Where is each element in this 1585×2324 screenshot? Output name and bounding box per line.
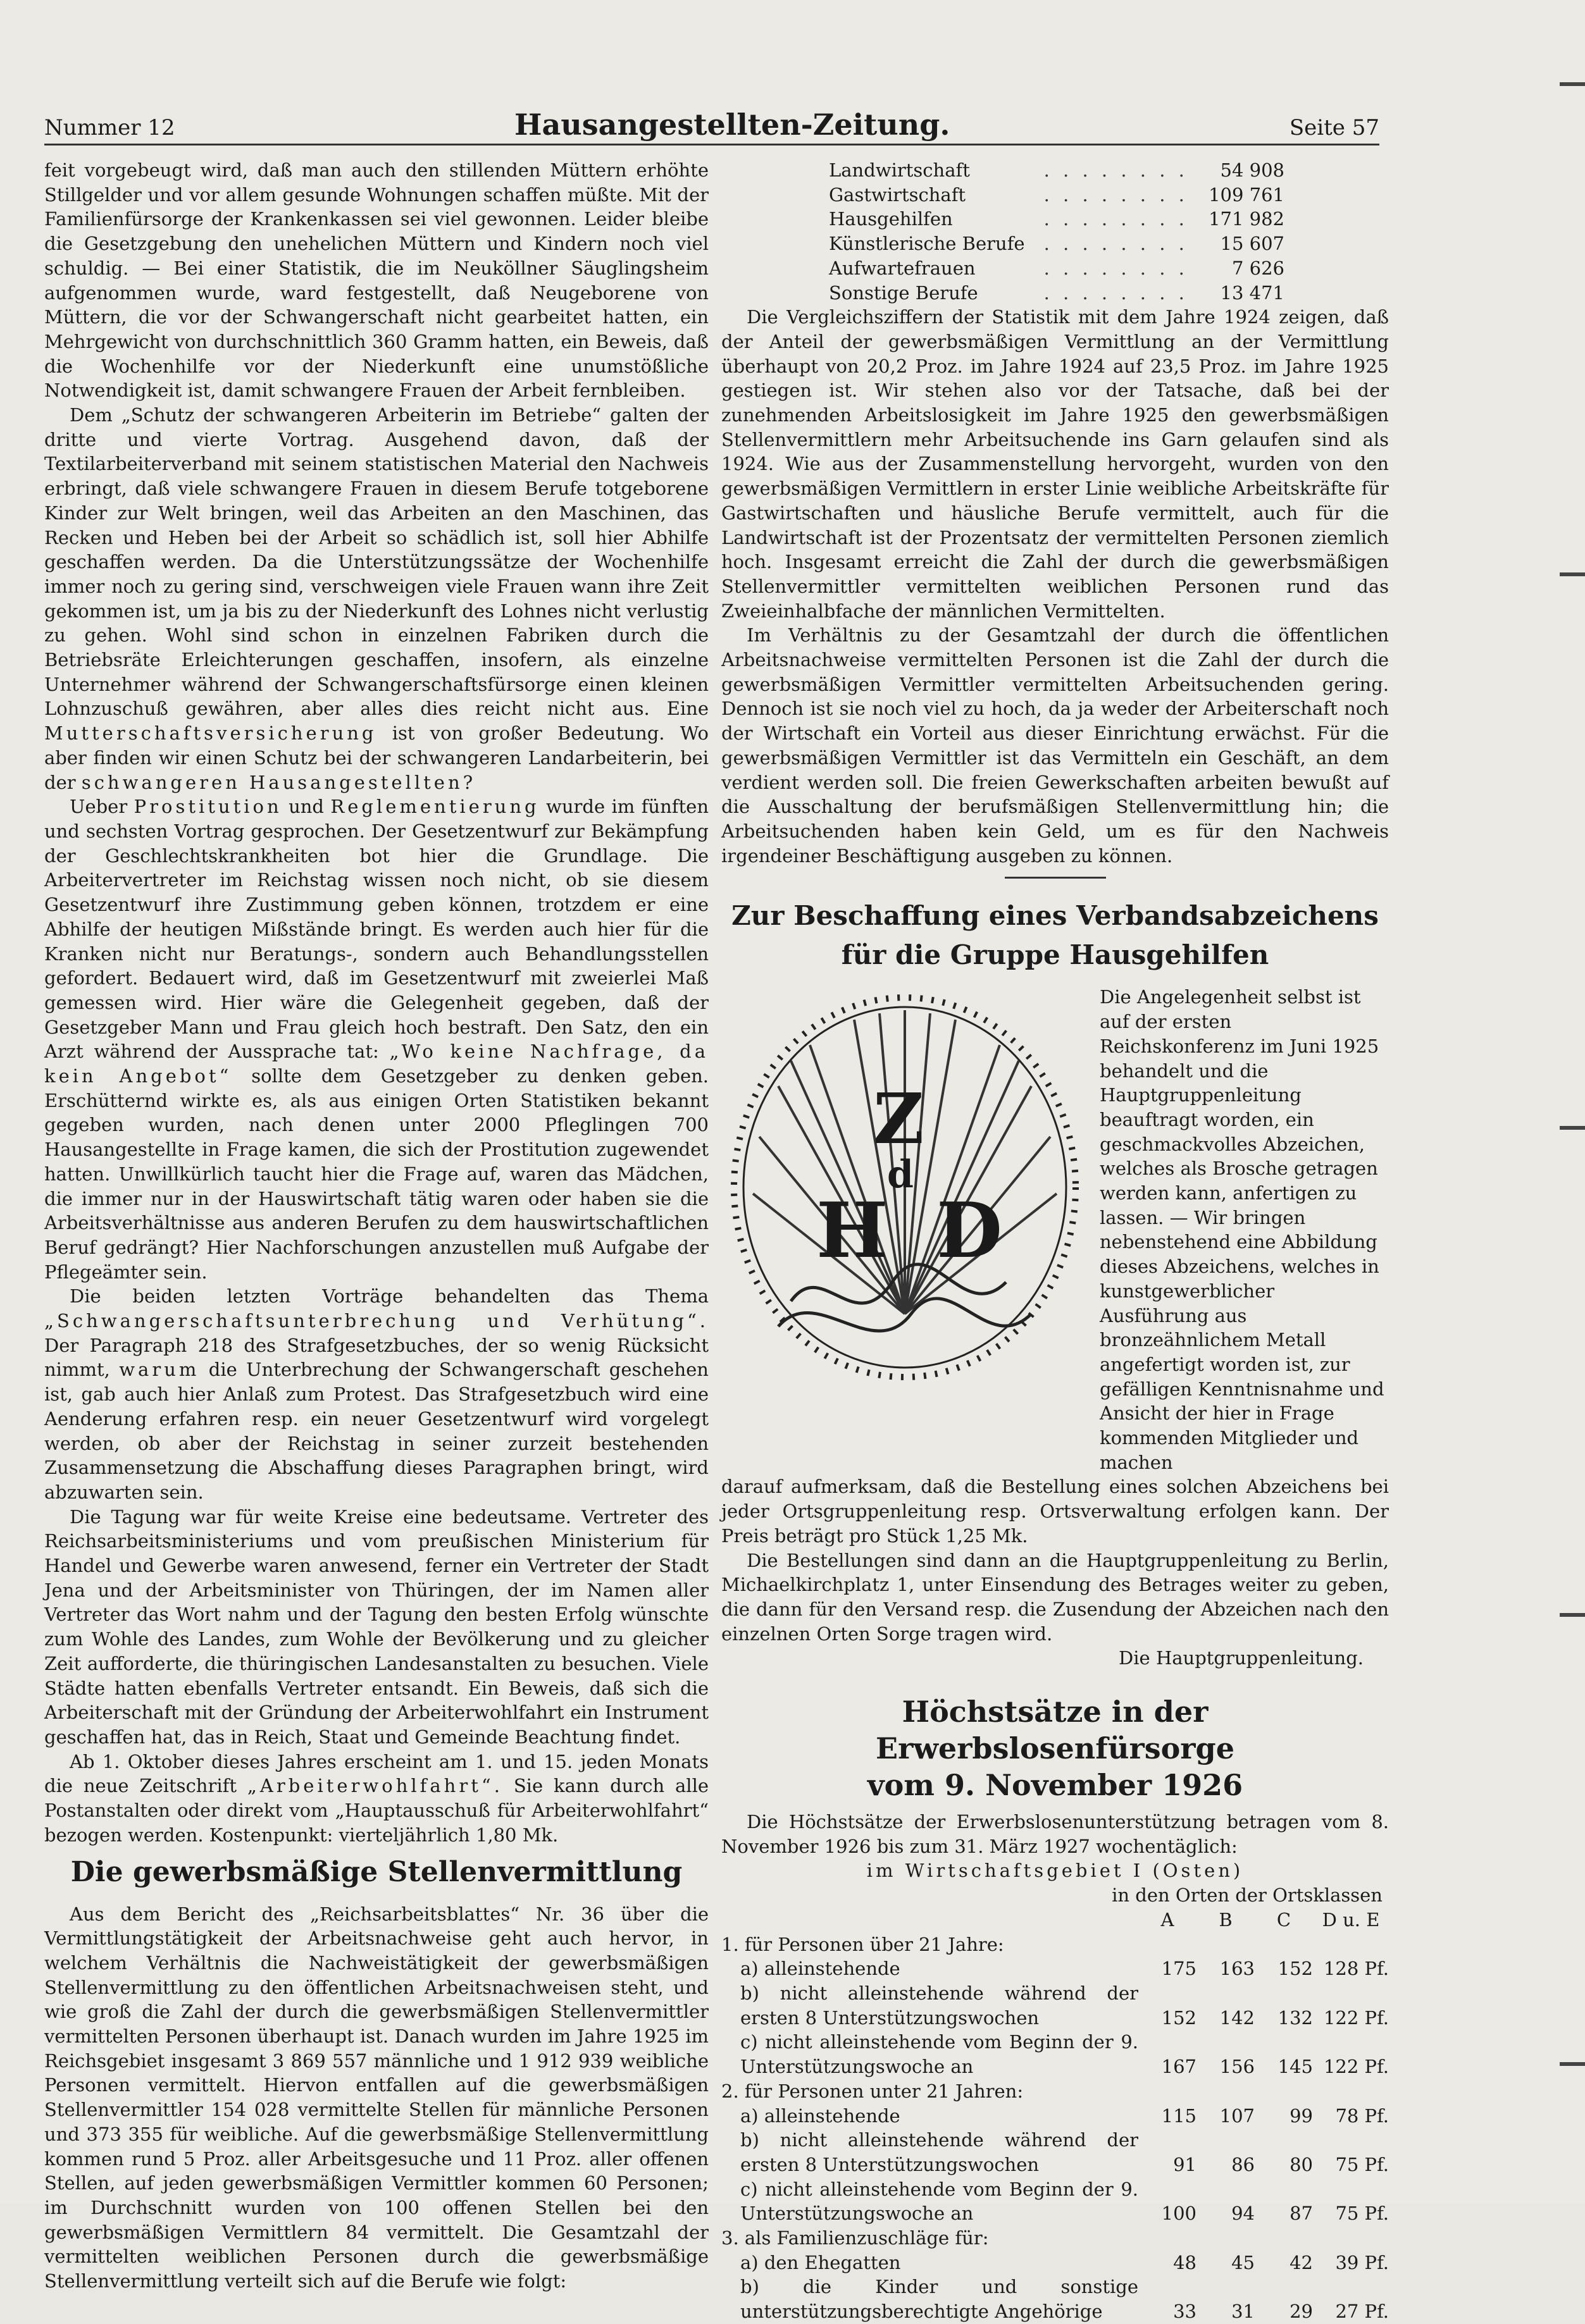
badge-block <box>721 985 1389 1474</box>
stats-row <box>829 232 1284 256</box>
leader-dots: . . . . . . . . <box>1043 208 1188 230</box>
paragraph: Dem „Schutz der schwangeren Arbeiterin im Betriebe“ galten der dritte und vierte Vortrag. Ausgehend davon, daß der Textilarbeiterverband mit seinem statistischen Material den Nachweis erbringt, daß viele schwangere Frauen in diesem Berufe totgeborene Kinder zur Welt bringen, weil das Arbeiten an den Maschinen, das Recken und Heben bei der Arbeit so schädlich ist, soll hier Abhilfe geschaffen werden. Da die Unterstützungssätze der Wochenhilfe immer noch zu gering sind, verschweigen viele Frauen wann ihre Zeit gekommen ist, um ja bis zu der Niederkunft des Lohnes nicht verlustig zu gehen. Wohl sind schon in einzelnen Fabriken durch die Betriebsräte Erleichterungen geschaffen, insofern, als einzelne Unternehmer während der Schwangerschaftsfürsorge einen kleinen Lohnzuschuß gewähren, aber alles dies reicht nicht aus. Eine Mutterschaftsversicherung ist von großer Bedeutung. Wo aber finden wir einen Schutz bei der schwangeren Landarbeiterin, bei der schwangeren Hausangestellten? <box>44 404 709 793</box>
paragraph: Ueber Prostitution und Reglementierung wurde im fünften und sechsten Vortrag gesprochen. Der Gesetzentwurf zur Bekämpfung der Geschlechtskrankheiten bot hier die Grundlage. Die Arbeitervertreter im Reichstag wissen noch nicht, ob sie diesem Gesetzentwurf ihre Zustimmung geben können, trotzdem er eine Abhilfe der heutigen Mißstände bringt. Es werden auch hier für die Kranken nicht nur Beratungs-, sondern auch Behandlungsstellen gefordert. Bedauert wird, daß im Gesetzentwurf mit zweierlei Maß gemessen wird. Hier wäre die Gelegenheit gegeben, daß der Gesetzgeber Mann und Frau gleich hoch bestraft. Den Satz, den ein Arzt während der Aussprache tat: „Wo keine Nachfrage, da kein Angebot“ sollte dem Gesetzgeber zu denken geben. Erschütternd wirkte es, als aus einigen Orten Statistiken bekannt gegeben wurden, nach denen unter 2000 Pfleglingen 700 Hausangestellte in Frage kamen, die sich der Prostitution zugewendet hatten. Unwillkürlich taucht hier die Frage auf, waren das Mädchen, die immer nur in der Hauswirtschaft tätig waren oder haben sie die Arbeitsverhältnisse aus anderen Berufen zu dem hauswirtschaftlichen Beruf gedrängt? Hier Nachforschungen anzustellen muß Aufgabe der Pflegeämter sein. <box>44 796 709 1283</box>
rates-row <box>721 2079 1389 2104</box>
stats-label: Gastwirtschaft <box>829 183 966 206</box>
newspaper-title: Hausangestellten-Zeitung. <box>514 108 950 142</box>
rates-value: 31 <box>1231 2301 1255 2323</box>
badge-brooch-image <box>721 985 1088 1390</box>
paragraph: Die Tagung war für weite Kreise eine bedeutsame. Vertreter des Reichsarbeitsministeriums und vom preußischen Ministerium für Handel und Gewerbe waren anwesend, ferner ein Vertreter der Stadt Jena und der Arbeitsminister von Thüringen, der im Namen aller Vertreter das Wort nahm und der Tagung den besten Erfolg wünschte zum Wohle des Landes, zum Wohle der Bevölkerung und zu gleicher Zeit aufforderte, die thüringischen Landesanstalten zu besuchen. Viele Städte hatten ebenfalls Vertreter entsandt. Ein Beweis, daß sich die Arbeiterschaft mit der Gründung der Arbeiterwohlfahrt ein Instrument geschaffen hat, das in Reich, Staat und Gemeinde Beachtung findet. <box>44 1505 709 1748</box>
rates-value: 100 <box>1161 2203 1197 2225</box>
rates-value: 87 <box>1290 2203 1313 2225</box>
rates-value <box>1138 2226 1197 2251</box>
rates-label: c) nicht alleinstehende vom Beginn der 9. Unterstützungswoche an <box>740 2178 1138 2225</box>
svg-text:Z: Z <box>873 1078 924 1160</box>
stats-label: Sonstige Berufe <box>829 281 978 304</box>
section-subheading: vom 9. November 1926 <box>867 1768 1243 1803</box>
rates-value: 163 <box>1219 1958 1255 1980</box>
rates-value: 48 <box>1173 2251 1197 2273</box>
rates-value: 86 <box>1231 2153 1255 2175</box>
rates-value: 91 <box>1173 2153 1197 2175</box>
paragraph: feit vorgebeugt wird, daß man auch den stillenden Müttern erhöhte Stillgelder und vor allem gesunde Wohnungen schaffen müßte. Mit der Familienfürsorge der Krankenkassen sei viel gewonnen. Leider bleibe die Gesetzgebung den unehelichen Müttern und Kindern noch viel schuldig. — Bei einer Statistik, die im Neuköllner Säuglingsheim aufgenommen wurde, ward festgestellt, daß Neugeborene von Müttern, die vor der Schwangerschaft nicht gearbeitet hatten, ein Mehrgewicht von durchschnittlich 360 Gramm hatten, ein Beweis, daß die Wochenhilfe vor der Niederkunft eine unumstößliche Notwendigkeit ist, damit schwangere Frauen der Arbeit fernbleiben. <box>44 159 709 402</box>
leader-dots: . . . . . . . . <box>1043 233 1188 255</box>
badge-description: Die Angelegenheit selbst ist auf der ersten Reichskonferenz im Juni 1925 behandelt und die Hauptgruppenleitung beauftragt worden, ein geschmackvolles Abzeichen, welches als Brosche getragen werden kann, anfertigen zu lassen. — Wir bringen nebenstehend eine Abbildung dieses Abzeichens, welches in kunstgewerblicher Ausführung aus bronzeähnlichem Metall angefertigt worden ist, zur gefälligen Kenntnisnahme und Ansicht der hier in Frage kommenden Mitglieder und machen <box>1100 986 1384 1473</box>
leader-dots: . . . . . . . . <box>1043 183 1188 206</box>
rates-row <box>721 1981 1389 2030</box>
edge-mark <box>1560 572 1585 576</box>
stats-value: 171 982 <box>1209 208 1284 230</box>
rates-value: 75 Pf. <box>1335 2153 1389 2175</box>
rates-value <box>1197 1932 1255 1957</box>
edge-mark <box>1560 2062 1585 2066</box>
section-heading: Zur Beschaffung eines Verbandsabzeichens <box>731 900 1379 932</box>
rates-value: 132 <box>1277 2006 1313 2029</box>
paragraph: Die Höchstsätze der Erwerbslosenunterstützung betragen vom 8. November 1926 bis zum 31. März 1927 wochentäglich: <box>721 1811 1389 1857</box>
svg-text:D: D <box>936 1186 1003 1276</box>
divider <box>1005 877 1106 879</box>
rates-value: 167 <box>1161 2056 1197 2078</box>
section-heading: Höchstsätze in der Erwerbslosenfürsorge <box>876 1695 1234 1766</box>
badge-illustration <box>721 985 1088 1390</box>
rates-value <box>1255 2079 1313 2104</box>
stats-label: Aufwartefrauen <box>829 257 976 279</box>
rates-value: 27 Pf. <box>1335 2301 1389 2323</box>
rates-value: 142 <box>1219 2006 1255 2029</box>
stats-value: 54 908 <box>1220 159 1284 181</box>
svg-text:H: H <box>816 1186 888 1276</box>
rates-value <box>1197 2226 1255 2251</box>
rates-label: 1. für Personen über 21 Jahre: <box>721 1933 1004 1955</box>
signature-line: Die Hauptgruppenleitung. <box>1119 1647 1364 1669</box>
rates-value: 156 <box>1219 2056 1255 2078</box>
stats-label: Hausgehilfen <box>829 208 953 230</box>
occupation-stats-table <box>829 158 1284 305</box>
leader-dots: . . . . . . . . <box>1043 281 1188 304</box>
rates-value <box>1313 2226 1389 2251</box>
edge-mark <box>1560 1613 1585 1617</box>
rates-value: 45 <box>1231 2251 1255 2273</box>
stats-row <box>829 207 1284 232</box>
rates-column-header: C <box>1276 1908 1291 1931</box>
rates-value: 42 <box>1290 2251 1313 2273</box>
stats-label: Landwirtschaft <box>829 159 970 181</box>
rates-label: a) den Ehegatten <box>740 2251 901 2273</box>
section-heading: Die gewerbsmäßige Stellenvermittlung <box>70 1855 683 1888</box>
page-number: Seite 57 <box>1289 115 1379 140</box>
rates-row <box>721 2030 1389 2079</box>
rates-label: a) alleinstehende <box>740 1958 900 1980</box>
rates-label: b) nicht alleinstehende während der ersten 8 Unterstützungswochen <box>740 2129 1138 2175</box>
rates-value: 152 <box>1277 1958 1313 1980</box>
rates-row <box>721 2104 1389 2129</box>
edge-mark <box>1560 82 1585 86</box>
paragraph: Die Vergleichsziffern der Statistik mit dem Jahre 1924 zeigen, daß der Anteil der gewerbsmäßigen Vermittlung an der Vermittlung überhaupt von 20,2 Proz. im Jahre 1924 auf 23,5 Proz. im Jahre 1925 gestiegen ist. Wir stehen also vor der Tatsache, daß bei der zunehmenden Arbeitslosigkeit im Jahre 1925 den gewerbsmäßigen Stellenvermittlern mehr Arbeitsuchende ins Garn gelaufen sind als 1924. Wie aus der Zusammenstellung hervorgeht, wurden von den gewerbsmäßigen Vermittlern in erster Linie weibliche Arbeitskräfte für Gastwirtschaften und häusliche Berufe vermittelt, auch für die Landwirtschaft ist der Prozentsatz der vermittelten Personen ziemlich hoch. Insgesamt erreicht die Zahl der durch die gewerbsmäßigen Stellenvermittler vermittelten weiblichen Personen rund das Zweieinhalbfache der männlichen Vermittelten. <box>721 306 1389 622</box>
rates-row <box>721 2226 1389 2251</box>
rates-value: 145 <box>1277 2056 1313 2078</box>
paragraph: Aus dem Bericht des „Reichsarbeitsblattes“ Nr. 36 über die Vermittlungstätigkeit der Arbeitsnachweise geht auch hervor, in welchem Verhältnis die Nachweistätigkeit der gewerbsmäßigen Stellenvermittlung zu den öffentlichen Arbeitsnachweisen steht, und wie groß die Zahl der durch die gewerbsmäßigen Stellenvermittler vermittelten Personen überhaupt ist. Danach wurden im Jahre 1925 im Reichsgebiet insgesamt 3 869 557 männliche und 1 912 939 weibliche Personen vermittelt. Hiervon entfallen auf die gewerbsmäßigen Stellenvermittler 154 028 vermittelte Stellen für männliche Personen und 373 355 für weibliche. Auf die gewerbsmäßige Stellenvermittlung kommen rund 5 Proz. aller Arbeitsgesuche und 11 Proz. aller offenen Stellen, auf jeden gewerbsmäßigen Vermittler kommen 60 Personen; im Durchschnitt wurden von 100 offenen Stellen bei den gewerbsmäßigen Vermittlern 84 vermittelt. Die Gesamtzahl der vermittelten weiblichen Personen durch die gewerbsmäßige Stellenvermittlung verteilt sich auf die Berufe wie folgt: <box>44 1903 709 2292</box>
rates-value: 152 <box>1161 2006 1197 2029</box>
svg-text:d: d <box>887 1153 914 1197</box>
region-label: im Wirtschaftsgebiet I (Osten) <box>866 1860 1244 1882</box>
stats-row <box>829 158 1284 183</box>
rates-value: 75 Pf. <box>1335 2203 1389 2225</box>
rates-label: a) alleinstehende <box>740 2105 900 2127</box>
running-header <box>44 108 1379 145</box>
stats-row <box>829 281 1284 306</box>
paragraph: Die beiden letzten Vorträge behandelten das Thema „Schwangerschaftsunterbrechung und Verhütung“. Der Paragraph 218 des Strafgesetzbuches, der so wenig Rücksicht nimmt, warum die Unterbrechung der Schwangerschaft geschehen ist, gab auch hier Anlaß zum Protest. Das Strafgesetzbuch wird eine Aenderung erfahren resp. ein neuer Gesetzentwurf wird vorgelegt werden, ob aber der Reichstag in seiner zurzeit bestehenden Zusammensetzung die Abschaffung dieses Paragraphen bringt, wird abzuwarten sein. <box>44 1285 709 1503</box>
rates-label: c) nicht alleinstehende vom Beginn der 9. Unterstützungswoche an <box>740 2031 1138 2078</box>
rates-value: 115 <box>1161 2105 1197 2127</box>
rates-value <box>1313 2079 1389 2104</box>
rates-value: 29 <box>1290 2301 1313 2323</box>
rates-value: 78 Pf. <box>1335 2105 1389 2127</box>
stats-row <box>829 256 1284 281</box>
rates-value <box>1138 1932 1197 1957</box>
stats-label: Künstlerische Berufe <box>829 233 1025 255</box>
stats-row <box>829 183 1284 207</box>
issue-number: Nummer 12 <box>44 115 175 140</box>
rates-label: b) die Kinder und sonstige unterstützungsberechtigte Angehörige <box>740 2276 1138 2323</box>
stats-value: 13 471 <box>1220 281 1284 304</box>
paragraph: Die Bestellungen sind dann an die Hauptgruppenleitung zu Berlin, Michaelkirchplatz 1, unter Einsendung des Betrages weiter zu geben, die dann für den Versand resp. die Zusendung der Abzeichen nach den einzelnen Orten Sorge tragen wird. <box>721 1549 1389 1645</box>
rates-row <box>721 2275 1389 2323</box>
rates-row <box>721 2177 1389 2226</box>
rates-value: 175 <box>1161 1958 1197 1980</box>
stats-value: 109 761 <box>1209 183 1284 206</box>
benefit-rates-table <box>721 1908 1389 2324</box>
rates-value: 94 <box>1231 2203 1255 2225</box>
rates-value: 33 <box>1173 2301 1197 2323</box>
rates-value: 122 Pf. <box>1323 2006 1389 2029</box>
edge-mark <box>1560 1126 1585 1130</box>
rates-value: 99 <box>1290 2105 1313 2127</box>
rates-row <box>721 1932 1389 1957</box>
stats-value: 7 626 <box>1231 257 1284 279</box>
paragraph: Im Verhältnis zu der Gesamtzahl der durch die öffentlichen Arbeitsnachweise vermittelten Personen ist die Zahl der durch die gewerbsmäßigen Vermittler vermittelten Arbeitsuchenden gering. Dennoch ist sie noch viel zu hoch, da ja weder der Arbeiterschaft noch der Wirtschaft ein Vorteil aus dieser Einrichtung erwächst. Für die gewerbsmäßigen Vermittler ist das Vermitteln ein Geschäft, an dem verdient werden soll. Die freien Gewerkschaften arbeiten bewußt auf die Ausschaltung der berufsmäßigen Stellenvermittlung hin; die Arbeitsuchenden haben kein Geld, um es für den Nachweis irgendeiner Beschäftigung ausgeben zu können. <box>721 624 1389 867</box>
rates-value: 39 Pf. <box>1335 2251 1389 2273</box>
paragraph: Ab 1. Oktober dieses Jahres erscheint am 1. und 15. jeden Monats die neue Zeitschrift „Arbeiterwohlfahrt“. Sie kann durch alle Postanstalten oder direkt vom „Hauptausschuß für Arbeiterwohlfahrt“ bezogen werden. Kostenpunkt: vierteljährlich 1,80 Mk. <box>44 1750 709 1846</box>
leader-dots: . . . . . . . . <box>1043 257 1188 279</box>
rates-value: 80 <box>1290 2153 1313 2175</box>
right-column <box>721 158 1389 2324</box>
rates-label: 2. für Personen unter 21 Jahren: <box>721 2080 1024 2102</box>
rates-value: 107 <box>1219 2105 1255 2127</box>
rates-value <box>1255 2226 1313 2251</box>
rates-row <box>721 2251 1389 2275</box>
section-subheading: für die Gruppe Hausgehilfen <box>841 939 1269 971</box>
rates-column-header: A <box>1160 1908 1174 1931</box>
rates-row <box>721 1956 1389 1981</box>
rates-value: 128 Pf. <box>1323 1958 1389 1980</box>
rates-label: b) nicht alleinstehende während der ersten 8 Unterstützungswochen <box>740 1982 1138 2029</box>
stats-value: 15 607 <box>1220 233 1284 255</box>
rates-value <box>1255 1932 1313 1957</box>
paragraph: darauf aufmerksam, daß die Bestellung eines solchen Abzeichens bei jeder Ortsgruppenleitung resp. Ortsverwaltung erfolgen kann. Der Preis beträgt pro Stück 1,25 Mk. <box>721 1476 1389 1547</box>
rates-column-header: D u. E <box>1322 1908 1380 1931</box>
left-column <box>44 158 709 2294</box>
rates-row <box>721 2128 1389 2177</box>
rates-value <box>1313 1932 1389 1957</box>
rates-value: 122 Pf. <box>1323 2056 1389 2078</box>
column-caption: in den Orten der Ortsklassen <box>1112 1884 1383 1907</box>
rates-value <box>1138 2079 1197 2104</box>
rates-column-header: B <box>1219 1908 1233 1931</box>
rates-label: 3. als Familienzuschläge für: <box>721 2227 989 2249</box>
rates-value <box>1197 2079 1255 2104</box>
leader-dots: . . . . . . . . <box>1043 159 1188 181</box>
